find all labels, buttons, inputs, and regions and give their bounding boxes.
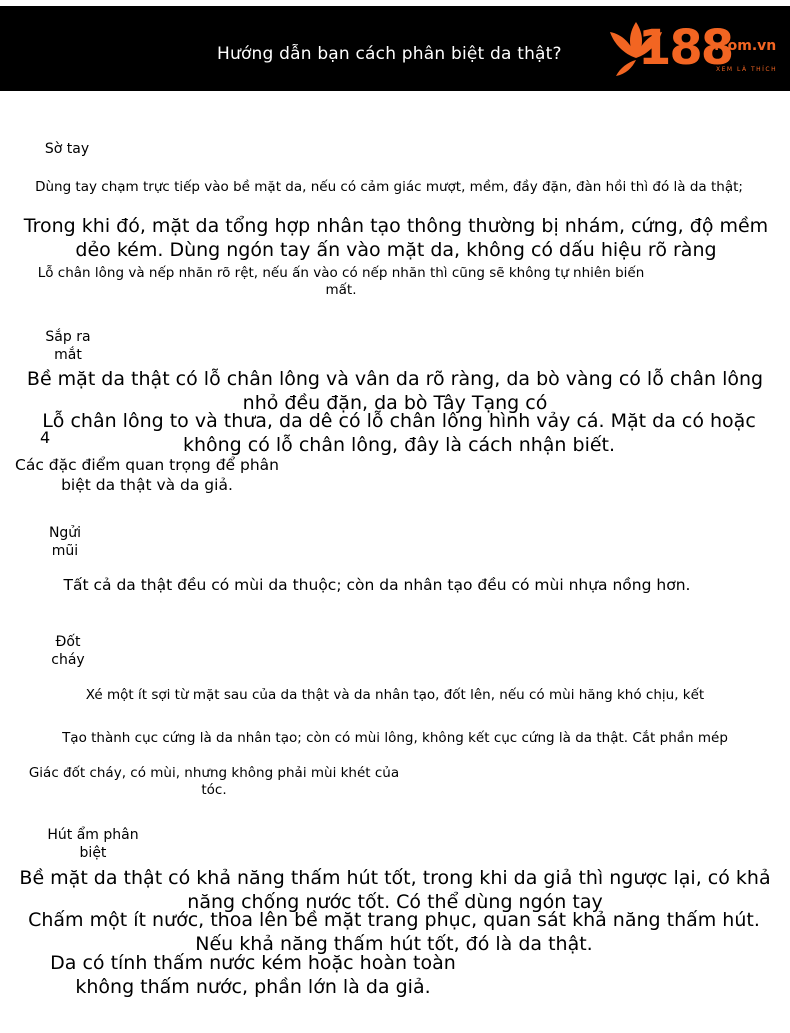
look-paragraph-2: Lỗ chân lông to và thưa, da dê có lỗ chân lông hình vảy cá. Mặt da có hoặc không có lỗ chân lông, đây là cách nhận biết. xyxy=(42,410,756,457)
site-logo[interactable] xyxy=(606,18,786,90)
touch-heading: Sờ tay xyxy=(44,141,90,157)
page-title: Hướng dẫn bạn cách phân biệt da thật? xyxy=(217,44,562,64)
touch-paragraph-3: Lỗ chân lông và nếp nhăn rõ rệt, nếu ấn vào có nếp nhăn thì cũng sẽ không tự nhiên biến mất. xyxy=(37,265,645,299)
header-bar xyxy=(0,6,790,91)
burn-heading: Đốt cháy xyxy=(51,634,85,668)
look-paragraph-1: Bề mặt da thật có lỗ chân lông và vân da rõ ràng, da bò vàng có lỗ chân lông nhỏ đều đặn, da bò Tây Tạng có xyxy=(26,368,764,415)
stray-glyph: 4 xyxy=(40,428,51,447)
absorb-heading: Hút ẩm phân biệt xyxy=(47,827,139,861)
absorb-paragraph-3: Da có tính thấm nước kém hoặc hoàn toàn không thấm nước, phần lớn là da giả. xyxy=(50,952,456,999)
smell-heading: Ngửi mũi xyxy=(48,525,82,559)
logo-tagline: XEM LÀ THÍCH xyxy=(716,66,778,73)
absorb-paragraph-2: Chấm một ít nước, thoa lên bề mặt trang phục, quan sát khả năng thấm hút. Nếu khả năng thấm hút tốt, đó là da thật. xyxy=(28,909,760,956)
smell-paragraph-1: Tất cả da thật đều có mùi da thuộc; còn da nhân tạo đều có mùi nhựa nồng hơn. xyxy=(63,576,691,594)
touch-paragraph-1: Dùng tay chạm trực tiếp vào bề mặt da, nếu có cảm giác mượt, mềm, đầy đặn, đàn hồi thì đó là da thật; xyxy=(35,179,743,195)
logo-domain: .com.vn xyxy=(714,38,777,54)
burn-paragraph-2: Tạo thành cục cứng là da nhân tạo; còn có mùi lông, không kết cục cứng là da thật. Cắt phần mép xyxy=(62,730,728,746)
look-heading: Sắp ra mắt xyxy=(45,329,91,363)
absorb-paragraph-1: Bề mặt da thật có khả năng thấm hút tốt, trong khi da giả thì ngược lại, có khả năng chống nước tốt. Có thể dùng ngón tay xyxy=(19,867,771,914)
touch-paragraph-2: Trong khi đó, mặt da tổng hợp nhân tạo thông thường bị nhám, cứng, độ mềm dẻo kém. Dùng ngón tay ấn vào mặt da, không có dấu hiệu rõ ràng xyxy=(23,215,769,262)
burn-paragraph-3: Giác đốt cháy, có mùi, nhưng không phải mùi khét của tóc. xyxy=(28,765,400,799)
look-paragraph-3: Các đặc điểm quan trọng để phân biệt da thật và da giả. xyxy=(15,456,279,494)
logo-number: 188 xyxy=(638,20,733,76)
burn-paragraph-1: Xé một ít sợi từ mặt sau của da thật và da nhân tạo, đốt lên, nếu có mùi hăng khó chịu, kết xyxy=(85,687,705,703)
